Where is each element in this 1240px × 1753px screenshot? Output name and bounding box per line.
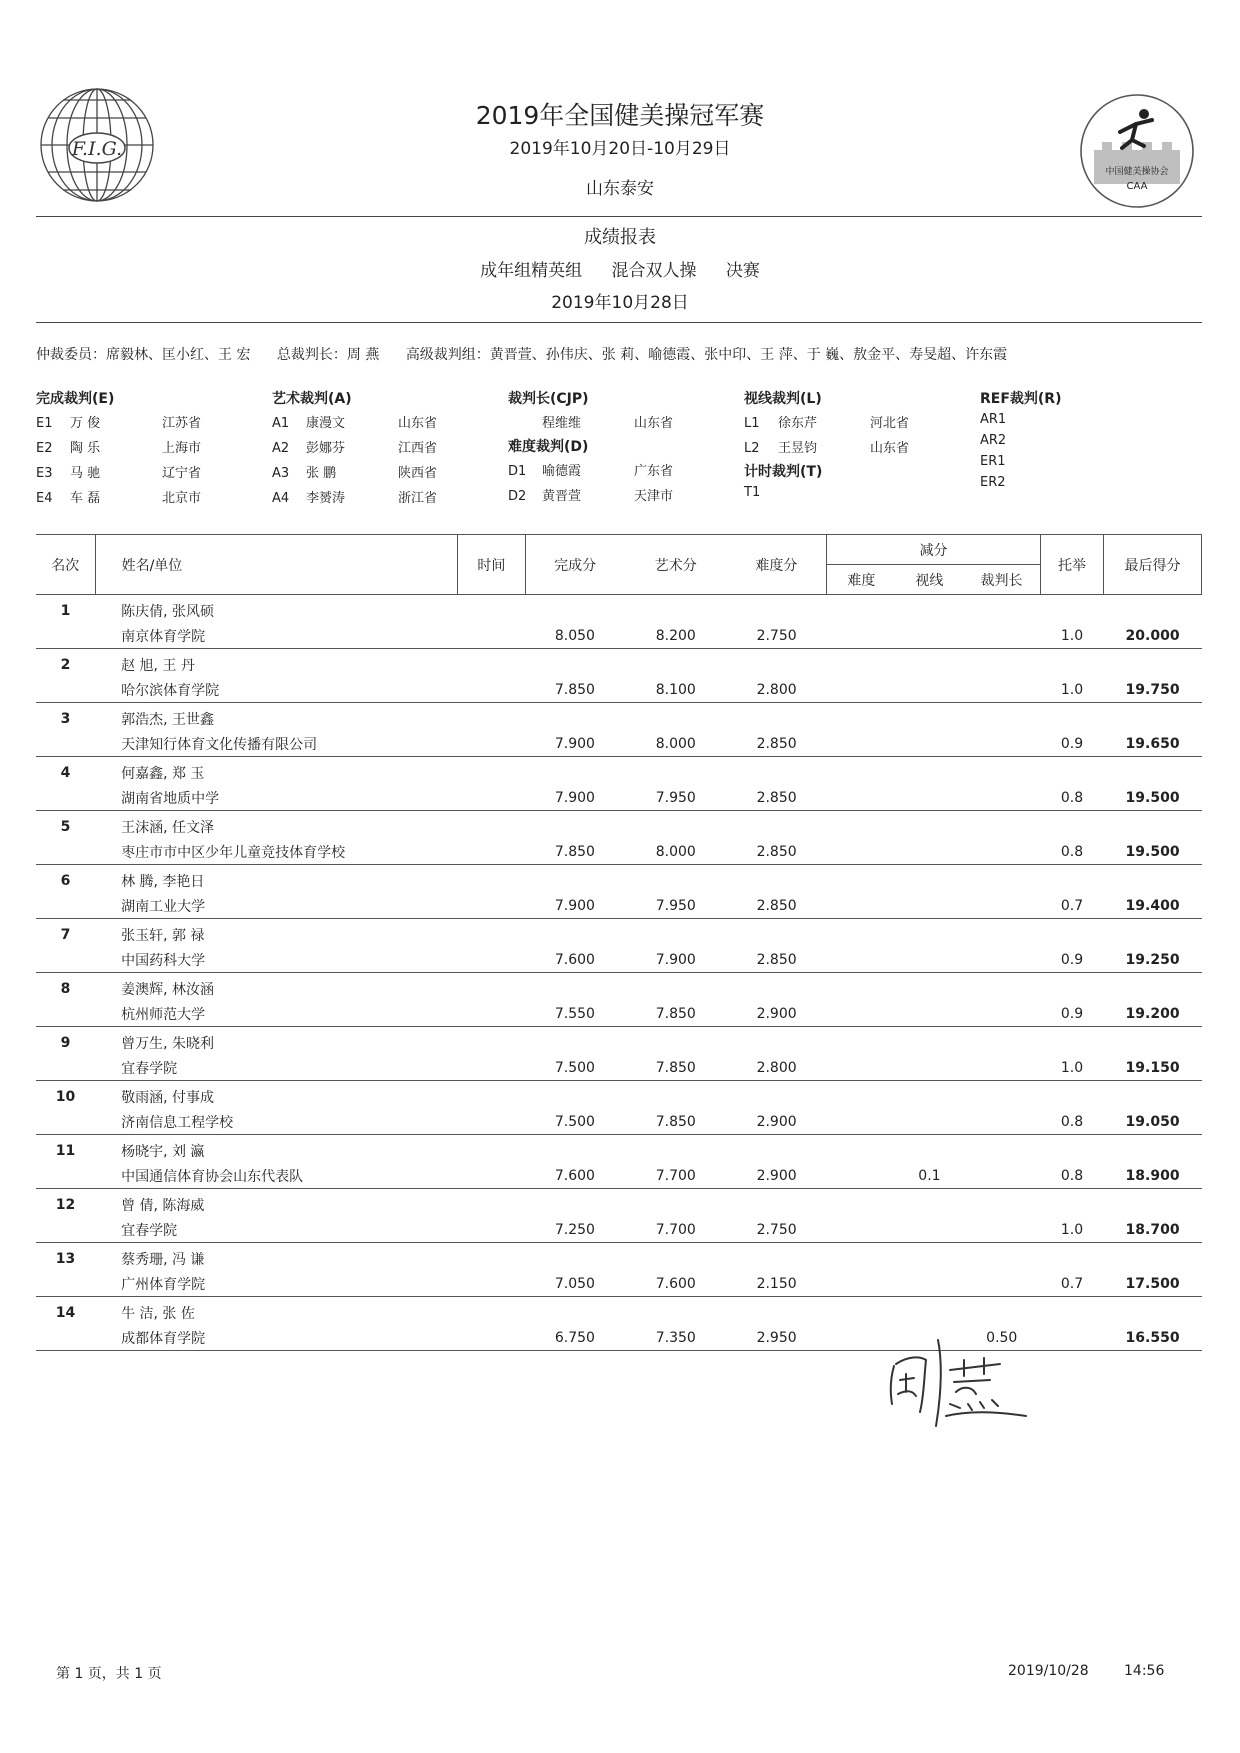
- unit-cell: 成都体育学院: [95, 1325, 458, 1351]
- unit-cell: 天津知行体育文化传播有限公司: [95, 731, 458, 757]
- ref-judges: [980, 388, 1061, 490]
- header-name: 姓名/单位: [95, 535, 458, 595]
- rank-cell: 11: [55, 1142, 76, 1159]
- execution-cell: 7.900: [525, 785, 625, 811]
- difficulty-cell: 2.850: [727, 947, 827, 973]
- competition-title: 2019年全国健美操冠军赛: [475, 101, 765, 130]
- ded-line-cell: [896, 1001, 963, 1027]
- table-row: [36, 1027, 1202, 1056]
- header-ded-cjp: 裁判长: [963, 565, 1040, 595]
- ded-line-cell: [896, 947, 963, 973]
- judge-row: T1: [744, 485, 761, 500]
- table-row: [36, 1297, 1202, 1326]
- table-row: [36, 1081, 1202, 1110]
- artistic-cell: 8.000: [625, 839, 727, 865]
- time-cell: [458, 677, 525, 703]
- table-row-scores: [36, 785, 1202, 811]
- execution-cell: 7.850: [525, 677, 625, 703]
- unit-cell: 南京体育学院: [95, 623, 458, 649]
- results-table-body: [36, 595, 1202, 1351]
- competition-dates: 2019年10月20日-10月29日: [509, 139, 731, 159]
- lift-cell: 0.8: [1040, 785, 1103, 811]
- judge-row: L2 王昱钧 山东省: [744, 441, 910, 456]
- unit-cell: 杭州师范大学: [95, 1001, 458, 1027]
- header-deduction: 减分: [827, 535, 1041, 565]
- ded-cjp-cell: 0.50: [963, 1325, 1040, 1351]
- execution-cell: 7.850: [525, 839, 625, 865]
- execution-cell: 7.900: [525, 731, 625, 757]
- table-row-scores: [36, 839, 1202, 865]
- difficulty-cell: 2.150: [727, 1271, 827, 1297]
- table-row-scores: [36, 731, 1202, 757]
- difficulty-cell: 2.800: [727, 677, 827, 703]
- ded-cjp-cell: [963, 1055, 1040, 1081]
- artistic-cell: 7.600: [625, 1271, 727, 1297]
- ded-line-cell: [896, 1055, 963, 1081]
- ded-difficulty-cell: [827, 839, 896, 865]
- ded-cjp-cell: [963, 1217, 1040, 1243]
- execution-cell: 7.900: [525, 893, 625, 919]
- difficulty-cell: 2.750: [727, 1217, 827, 1243]
- lift-cell: 1.0: [1040, 1055, 1103, 1081]
- ded-cjp-cell: [963, 893, 1040, 919]
- judge-row: E4 车 磊 北京市: [36, 491, 202, 506]
- judge-row: L1 徐东芹 河北省: [744, 416, 910, 431]
- artistic-cell: 7.850: [625, 1055, 727, 1081]
- rank-cell: 12: [55, 1196, 76, 1213]
- artistic-cell: 7.950: [625, 893, 727, 919]
- artistic-cell: 7.700: [625, 1163, 727, 1189]
- time-cell: [458, 1109, 525, 1135]
- lift-cell: 0.8: [1040, 1163, 1103, 1189]
- report-group: 成年组精英组: [480, 261, 583, 281]
- ded-line-cell: [896, 731, 963, 757]
- final-score-cell: 16.550: [1104, 1325, 1202, 1351]
- results-table: [36, 534, 1202, 1351]
- report-event: 混合双人操: [611, 261, 697, 281]
- execution-cell: 8.050: [525, 623, 625, 649]
- athletes-cell: 赵 旭, 王 丹: [121, 657, 195, 674]
- difficulty-cell: 2.850: [727, 785, 827, 811]
- ded-line-cell: [896, 1217, 963, 1243]
- athletes-cell: 姜澳辉, 林汝涵: [121, 981, 214, 998]
- judge-row: A2 彭娜芬 江西省: [272, 441, 438, 456]
- cjp-title: 裁判长(CJP): [508, 391, 589, 407]
- ded-cjp-cell: [963, 785, 1040, 811]
- ded-line-cell: [896, 839, 963, 865]
- ded-cjp-cell: [963, 677, 1040, 703]
- difficulty-cell: 2.800: [727, 1055, 827, 1081]
- lift-cell: 0.8: [1040, 839, 1103, 865]
- ded-difficulty-cell: [827, 947, 896, 973]
- ded-difficulty-cell: [827, 1055, 896, 1081]
- header-execution: 完成分: [525, 535, 625, 595]
- report-title: 成绩报表: [584, 227, 656, 248]
- execution-cell: 7.050: [525, 1271, 625, 1297]
- unit-cell: 枣庄市市中区少年儿童竞技体育学校: [95, 839, 458, 865]
- lift-cell: [1040, 1325, 1103, 1351]
- table-row-scores: [36, 1217, 1202, 1243]
- lift-cell: 1.0: [1040, 1217, 1103, 1243]
- final-score-cell: 19.150: [1104, 1055, 1202, 1081]
- ded-cjp-cell: [963, 1001, 1040, 1027]
- lift-cell: 1.0: [1040, 623, 1103, 649]
- ded-cjp-cell: [963, 1109, 1040, 1135]
- artistic-cell: 7.700: [625, 1217, 727, 1243]
- competition-city: 山东泰安: [586, 179, 654, 199]
- ded-difficulty-cell: [827, 893, 896, 919]
- header-artistic: 艺术分: [625, 535, 727, 595]
- lift-cell: 0.7: [1040, 893, 1103, 919]
- line-judges: [744, 388, 930, 500]
- ded-cjp-cell: [963, 623, 1040, 649]
- final-score-cell: 19.400: [1104, 893, 1202, 919]
- athletes-cell: 王沫涵, 任文泽: [121, 819, 214, 836]
- judge-row: E3 马 驰 辽宁省: [36, 466, 202, 481]
- senior-panel: 高级裁判组：黄晋萱、孙伟庆、张 莉、喻德霞、张中印、王 萍、于 巍、敖金平、寿旻超、许东霞: [405, 347, 1008, 363]
- table-row-scores: [36, 1271, 1202, 1297]
- table-row-scores: [36, 1109, 1202, 1135]
- svg-text:F.I.G.: F.I.G.: [71, 138, 123, 160]
- time-cell: [458, 1001, 525, 1027]
- time-cell: [458, 947, 525, 973]
- header-lift: 托举: [1040, 535, 1103, 595]
- difficulty-cell: 2.750: [727, 623, 827, 649]
- time-cell: [458, 623, 525, 649]
- svg-text:CAA: CAA: [1126, 181, 1148, 192]
- execution-cell: 7.500: [525, 1109, 625, 1135]
- final-score-cell: 19.650: [1104, 731, 1202, 757]
- execution-judges: [36, 388, 222, 506]
- execution-cell: 7.550: [525, 1001, 625, 1027]
- difficulty-cell: 2.850: [727, 731, 827, 757]
- ded-cjp-cell: [963, 1163, 1040, 1189]
- athletes-cell: 陈庆倩, 张风硕: [121, 603, 214, 620]
- judge-row: A4 李赟涛 浙江省: [272, 491, 438, 506]
- judge-row: D1 喻德霞 广东省: [508, 464, 674, 479]
- table-row-scores: [36, 1055, 1202, 1081]
- judge-row: A1 康漫文 山东省: [272, 416, 438, 431]
- time-cell: [458, 1217, 525, 1243]
- athletes-cell: 曾 倩, 陈海威: [121, 1197, 205, 1214]
- judge-row: ER2: [980, 475, 1006, 490]
- final-score-cell: 19.250: [1104, 947, 1202, 973]
- table-row-scores: [36, 1163, 1202, 1189]
- officials-line: [36, 344, 1007, 364]
- unit-cell: 宜春学院: [95, 1217, 458, 1243]
- athletes-cell: 杨晓宇, 刘 瀛: [121, 1143, 205, 1160]
- ded-difficulty-cell: [827, 677, 896, 703]
- ded-difficulty-cell: [827, 731, 896, 757]
- final-score-cell: 17.500: [1104, 1271, 1202, 1297]
- ded-difficulty-cell: [827, 1271, 896, 1297]
- athletes-cell: 林 腾, 李艳日: [121, 873, 205, 890]
- lift-cell: 0.7: [1040, 1271, 1103, 1297]
- unit-cell: 湖南省地质中学: [95, 785, 458, 811]
- ded-cjp-cell: [963, 1271, 1040, 1297]
- unit-cell: 宜春学院: [95, 1055, 458, 1081]
- header-ded-difficulty: 难度: [827, 565, 896, 595]
- judge-row: E1 万 俊 江苏省: [36, 416, 202, 431]
- time-judge-title: 计时裁判(T): [744, 464, 823, 480]
- difficulty-cell: 2.900: [727, 1163, 827, 1189]
- table-row-scores: [36, 677, 1202, 703]
- rank-cell: 7: [60, 926, 71, 943]
- rank-cell: 2: [60, 656, 71, 673]
- lift-cell: 0.8: [1040, 1109, 1103, 1135]
- header-final: 最后得分: [1104, 535, 1202, 595]
- rank-cell: 9: [60, 1034, 71, 1051]
- rank-cell: 3: [60, 710, 71, 727]
- time-cell: [458, 785, 525, 811]
- artistic-cell: 7.950: [625, 785, 727, 811]
- report-date: 2019年10月28日: [551, 293, 689, 313]
- time-cell: [458, 1055, 525, 1081]
- execution-cell: 7.600: [525, 947, 625, 973]
- table-row: [36, 919, 1202, 948]
- results-table-header: [36, 535, 1202, 595]
- time-cell: [458, 1325, 525, 1351]
- report-stage: 决赛: [725, 261, 760, 281]
- athletes-cell: 郭浩杰, 王世鑫: [121, 711, 214, 728]
- table-row-scores: [36, 893, 1202, 919]
- artistic-cell: 7.850: [625, 1001, 727, 1027]
- ded-cjp-cell: [963, 731, 1040, 757]
- difficulty-cell: 2.850: [727, 893, 827, 919]
- svg-text:周燕: 周燕: [960, 1426, 962, 1427]
- ded-line-cell: [896, 893, 963, 919]
- header-rank: 名次: [36, 535, 95, 595]
- judge-row: ER1: [980, 454, 1006, 469]
- ded-cjp-cell: [963, 839, 1040, 865]
- rank-cell: 1: [60, 602, 71, 619]
- difficulty-cell: 2.900: [727, 1109, 827, 1135]
- cjp-judges: [508, 388, 694, 504]
- line-judges-title: 视线裁判(L): [744, 391, 822, 407]
- rank-cell: 14: [55, 1304, 76, 1321]
- time-cell: [458, 731, 525, 757]
- judge-row: A3 张 鹏 陕西省: [272, 466, 438, 481]
- artistic-cell: 7.850: [625, 1109, 727, 1135]
- header-time: 时间: [458, 535, 525, 595]
- athletes-cell: 曾万生, 朱晓利: [121, 1035, 214, 1052]
- time-cell: [458, 1271, 525, 1297]
- final-score-cell: 19.200: [1104, 1001, 1202, 1027]
- athletes-cell: 张玉轩, 郭 禄: [121, 927, 205, 944]
- final-score-cell: 19.050: [1104, 1109, 1202, 1135]
- table-row-scores: [36, 623, 1202, 649]
- final-score-cell: 19.750: [1104, 677, 1202, 703]
- header-difficulty: 难度分: [727, 535, 827, 595]
- artistic-cell: 8.000: [625, 731, 727, 757]
- ded-difficulty-cell: [827, 1163, 896, 1189]
- judge-row: AR2: [980, 433, 1007, 448]
- athletes-cell: 牛 洁, 张 佐: [121, 1305, 195, 1322]
- execution-cell: 7.250: [525, 1217, 625, 1243]
- ded-line-cell: [896, 785, 963, 811]
- ded-line-cell: [896, 1109, 963, 1135]
- arbitration-committee: 仲裁委员：席毅林、匡小红、王 宏: [36, 347, 251, 363]
- ded-difficulty-cell: [827, 623, 896, 649]
- header-ded-line: 视线: [896, 565, 963, 595]
- unit-cell: 湖南工业大学: [95, 893, 458, 919]
- ref-judges-title: REF裁判(R): [980, 391, 1062, 407]
- print-date: 2019/10/28: [1008, 1663, 1089, 1679]
- artistic-cell: 8.100: [625, 677, 727, 703]
- head-judge: 总裁判长：周 燕: [276, 347, 380, 363]
- judge-row: AR1: [980, 412, 1007, 427]
- unit-cell: 哈尔滨体育学院: [95, 677, 458, 703]
- difficulty-cell: 2.900: [727, 1001, 827, 1027]
- final-score-cell: 19.500: [1104, 839, 1202, 865]
- difficulty-judges-title: 难度裁判(D): [508, 439, 589, 455]
- judge-row: D2 黄晋萱 天津市: [508, 489, 674, 504]
- print-time: 14:56: [1124, 1663, 1165, 1679]
- artistic-cell: 7.350: [625, 1325, 727, 1351]
- table-row: [36, 1135, 1202, 1164]
- table-row: [36, 865, 1202, 894]
- ded-difficulty-cell: [827, 1109, 896, 1135]
- athletes-cell: 蔡秀珊, 冯 谦: [121, 1251, 205, 1268]
- table-row: [36, 595, 1202, 624]
- report-divider: [36, 322, 1202, 323]
- judge-row: 程维维 山东省: [542, 416, 674, 431]
- time-cell: [458, 893, 525, 919]
- final-score-cell: 20.000: [1104, 623, 1202, 649]
- execution-judges-title: 完成裁判(E): [36, 391, 115, 407]
- ded-line-cell: 0.1: [896, 1163, 963, 1189]
- ded-line-cell: [896, 1271, 963, 1297]
- lift-cell: 1.0: [1040, 677, 1103, 703]
- final-score-cell: 18.700: [1104, 1217, 1202, 1243]
- artistic-cell: 8.200: [625, 623, 727, 649]
- execution-cell: 7.500: [525, 1055, 625, 1081]
- time-cell: [458, 839, 525, 865]
- ded-difficulty-cell: [827, 1217, 896, 1243]
- table-row: [36, 811, 1202, 840]
- final-score-cell: 19.500: [1104, 785, 1202, 811]
- table-row: [36, 973, 1202, 1002]
- ded-difficulty-cell: [827, 1001, 896, 1027]
- header-divider: [36, 216, 1202, 217]
- unit-cell: 济南信息工程学校: [95, 1109, 458, 1135]
- unit-cell: 中国药科大学: [95, 947, 458, 973]
- execution-cell: 7.600: [525, 1163, 625, 1189]
- page-indicator: 第 1 页，共 1 页: [56, 1666, 162, 1682]
- report-subtitle: [0, 256, 1240, 281]
- ded-line-cell: [896, 677, 963, 703]
- artistic-judges-title: 艺术裁判(A): [272, 391, 352, 407]
- lift-cell: 0.9: [1040, 1001, 1103, 1027]
- artistic-judges: [272, 388, 458, 506]
- difficulty-cell: 2.950: [727, 1325, 827, 1351]
- ded-difficulty-cell: [827, 785, 896, 811]
- table-row: [36, 703, 1202, 732]
- rank-cell: 8: [60, 980, 71, 997]
- rank-cell: 4: [60, 764, 71, 781]
- table-row: [36, 649, 1202, 678]
- rank-cell: 10: [55, 1088, 76, 1105]
- table-row-scores: [36, 1001, 1202, 1027]
- table-row: [36, 1189, 1202, 1218]
- artistic-cell: 7.900: [625, 947, 727, 973]
- table-row: [36, 1243, 1202, 1272]
- unit-cell: 广州体育学院: [95, 1271, 458, 1297]
- athletes-cell: 敬雨涵, 付事成: [121, 1089, 214, 1106]
- table-row-scores: [36, 947, 1202, 973]
- final-score-cell: 18.900: [1104, 1163, 1202, 1189]
- judge-row: E2 陶 乐 上海市: [36, 441, 202, 456]
- lift-cell: 0.9: [1040, 731, 1103, 757]
- rank-cell: 13: [55, 1250, 76, 1267]
- rank-cell: 5: [60, 818, 71, 835]
- table-row: [36, 757, 1202, 786]
- difficulty-cell: 2.850: [727, 839, 827, 865]
- athletes-cell: 何嘉鑫, 郑 玉: [121, 765, 205, 782]
- unit-cell: 中国通信体育协会山东代表队: [95, 1163, 458, 1189]
- execution-cell: 6.750: [525, 1325, 625, 1351]
- ded-cjp-cell: [963, 947, 1040, 973]
- ded-line-cell: [896, 623, 963, 649]
- lift-cell: 0.9: [1040, 947, 1103, 973]
- time-cell: [458, 1163, 525, 1189]
- rank-cell: 6: [60, 872, 71, 889]
- head-judge-signature: [880, 1330, 1040, 1430]
- svg-text:中国健美操协会: 中国健美操协会: [1105, 167, 1169, 177]
